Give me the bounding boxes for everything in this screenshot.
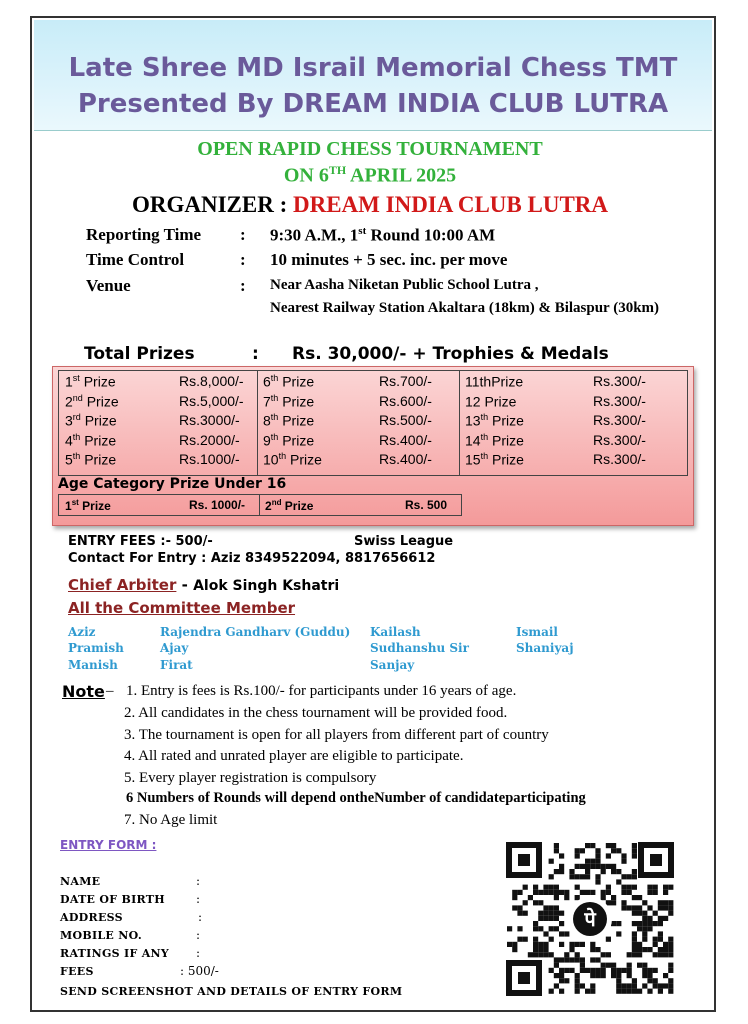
- reporting-label: Reporting Time: [86, 225, 202, 244]
- age-prize-2-label: 2nd Prize: [265, 498, 314, 513]
- organizer-label: ORGANIZER :: [131, 192, 293, 217]
- total-prizes-value: Rs. 30,000/- + Trophies & Medals: [292, 344, 609, 364]
- committee-heading: All the Committee Member: [68, 599, 296, 617]
- prize-label: 1st Prize: [65, 373, 116, 390]
- prize-label: 10th Prize: [263, 451, 322, 468]
- member: Aziz: [68, 625, 96, 639]
- prize-label: 7th Prize: [263, 392, 315, 410]
- prize-label: 13th Prize: [465, 412, 524, 429]
- svg-text:पे: पे: [584, 907, 596, 931]
- member: Pramish: [68, 641, 124, 655]
- chief-arbiter-name: Alok Singh Kshatri: [193, 578, 340, 594]
- form-field-address: ADDRESS: [60, 911, 123, 924]
- prize-label: 5th Prize: [65, 451, 117, 468]
- age-prize-1-label: 1st Prize: [65, 498, 111, 513]
- organizer-name: DREAM INDIA CLUB LUTRA: [293, 192, 609, 217]
- venue-label: Venue: [86, 276, 131, 295]
- member: Sanjay: [370, 658, 415, 672]
- banner-title-line2: Presented By DREAM INDIA CLUB LUTRA: [77, 89, 669, 119]
- prize-label: 6th Prize: [263, 373, 315, 390]
- prize-label: 11thPrize: [465, 373, 524, 390]
- prize-amount: Rs.2000/-: [179, 431, 240, 448]
- note-item: 4. All rated and unrated player are eligible to participate.: [124, 748, 464, 764]
- note-item: 2. All candidates in the chess tournament will be provided food.: [124, 705, 508, 721]
- note-item: 7. No Age limit: [124, 812, 218, 828]
- form-field-fees: FEES: [60, 965, 94, 978]
- member: Firat: [160, 658, 193, 672]
- prize-amount: Rs.1000/-: [179, 451, 240, 467]
- prize-amount: Rs.700/-: [379, 373, 432, 389]
- member: Sudhanshu Sir: [370, 641, 469, 655]
- total-prizes-colon: :: [252, 344, 259, 364]
- form-colon: :: [196, 892, 201, 906]
- event-title: OPEN RAPID CHESS TOURNAMENT: [197, 138, 543, 160]
- form-colon: :: [198, 910, 203, 924]
- form-colon: :: [196, 928, 201, 942]
- age-prize-2-amount: Rs. 500: [405, 498, 448, 512]
- note-item: 5. Every player registration is compulsory: [124, 770, 377, 786]
- venue-line1: Near Aasha Niketan Public School Lutra ,: [270, 277, 539, 293]
- total-prizes-label: Total Prizes: [84, 344, 195, 364]
- venue-line2: Nearest Railway Station Akaltara (18km) & Bilaspur (30km): [270, 300, 660, 316]
- venue-colon: :: [240, 276, 246, 295]
- form-field-dob: DATE OF BIRTH: [60, 893, 165, 906]
- prize-amount: Rs.600/-: [379, 392, 432, 409]
- form-footer: SEND SCREENSHOT AND DETAILS OF ENTRY FORM: [60, 985, 403, 998]
- member: Manish: [68, 658, 118, 672]
- entry-fees: ENTRY FEES :- 500/-: [68, 534, 213, 549]
- prize-label: 14th Prize: [465, 431, 524, 449]
- prize-label: 3rd Prize: [65, 412, 117, 429]
- prize-amount: Rs.300/-: [593, 412, 646, 428]
- prize-label: 4th Prize: [65, 431, 117, 449]
- member: Rajendra Gandharv (Guddu): [160, 625, 351, 639]
- age-prize-1-amount: Rs. 1000/-: [189, 498, 246, 512]
- member: Ismail: [516, 625, 558, 639]
- payment-qr-code[interactable]: [504, 840, 676, 998]
- member: Ajay: [160, 641, 189, 655]
- note-dash: –: [106, 683, 114, 699]
- reporting-value: 9:30 A.M., 1st Round 10:00 AM: [270, 225, 496, 245]
- reporting-colon: :: [240, 225, 246, 244]
- note-label: Note: [62, 682, 105, 701]
- event-date: ON 6TH APRIL 2025: [283, 163, 457, 187]
- note-item: 3. The tournament is open for all players from different part of country: [124, 727, 549, 743]
- prize-amount: Rs.300/-: [593, 392, 646, 409]
- prize-amount: Rs.3000/-: [179, 412, 240, 428]
- note-item: 1. Entry is fees is Rs.100/- for participants under 16 years of age.: [126, 683, 517, 699]
- member: Kailash: [370, 625, 421, 639]
- prize-amount: Rs.500/-: [379, 412, 432, 428]
- prize-amount: Rs.8,000/-: [179, 373, 244, 389]
- form-colon: :: [196, 946, 201, 960]
- prize-table: [58, 370, 688, 476]
- time-control-label: Time Control: [86, 250, 185, 269]
- prize-label: 15th Prize: [465, 451, 524, 468]
- form-colon: :: [196, 874, 201, 888]
- prize-amount: Rs.400/-: [379, 431, 432, 448]
- prize-amount: Rs.300/-: [593, 451, 646, 467]
- prize-amount: Rs.400/-: [379, 451, 432, 467]
- form-field-mobile: MOBILE NO.: [60, 929, 142, 942]
- prize-amount: Rs.5,000/-: [179, 392, 244, 409]
- prize-label: 8th Prize: [263, 412, 315, 429]
- age-category-heading: Age Category Prize Under 16: [58, 476, 287, 492]
- entry-contact: Contact For Entry : Aziz 8349522094, 8817656612: [68, 551, 436, 566]
- member: Shaniyaj: [516, 641, 574, 655]
- prize-label: 9th Prize: [263, 431, 315, 449]
- prize-label: 12 Prize: [465, 393, 517, 410]
- form-field-name: NAME: [60, 875, 101, 888]
- prize-amount: Rs.300/-: [593, 431, 646, 448]
- chief-arbiter-label: Chief Arbiter: [68, 576, 177, 594]
- prize-label: 2nd Prize: [65, 392, 119, 410]
- prize-amount: Rs.300/-: [593, 373, 646, 389]
- organizer-line: [0, 192, 740, 218]
- title-banner: [34, 20, 712, 131]
- note-item: 6 Numbers of Rounds will depend ontheNumber of candidateparticipating: [126, 790, 586, 806]
- form-field-ratings: RATINGS IF ANY: [60, 947, 170, 960]
- banner-title-line1: Late Shree MD Israil Memorial Chess TMT: [68, 53, 678, 83]
- form-fees-value: : 500/-: [180, 964, 219, 978]
- league-type: Swiss League: [354, 534, 454, 549]
- time-control-colon: :: [240, 250, 246, 269]
- entry-form-heading: ENTRY FORM :: [60, 838, 157, 852]
- time-control-value: 10 minutes + 5 sec. inc. per move: [270, 250, 508, 269]
- age-category-table: [58, 494, 462, 516]
- chief-arbiter-line: Chief Arbiter - Alok Singh Kshatri: [68, 576, 340, 594]
